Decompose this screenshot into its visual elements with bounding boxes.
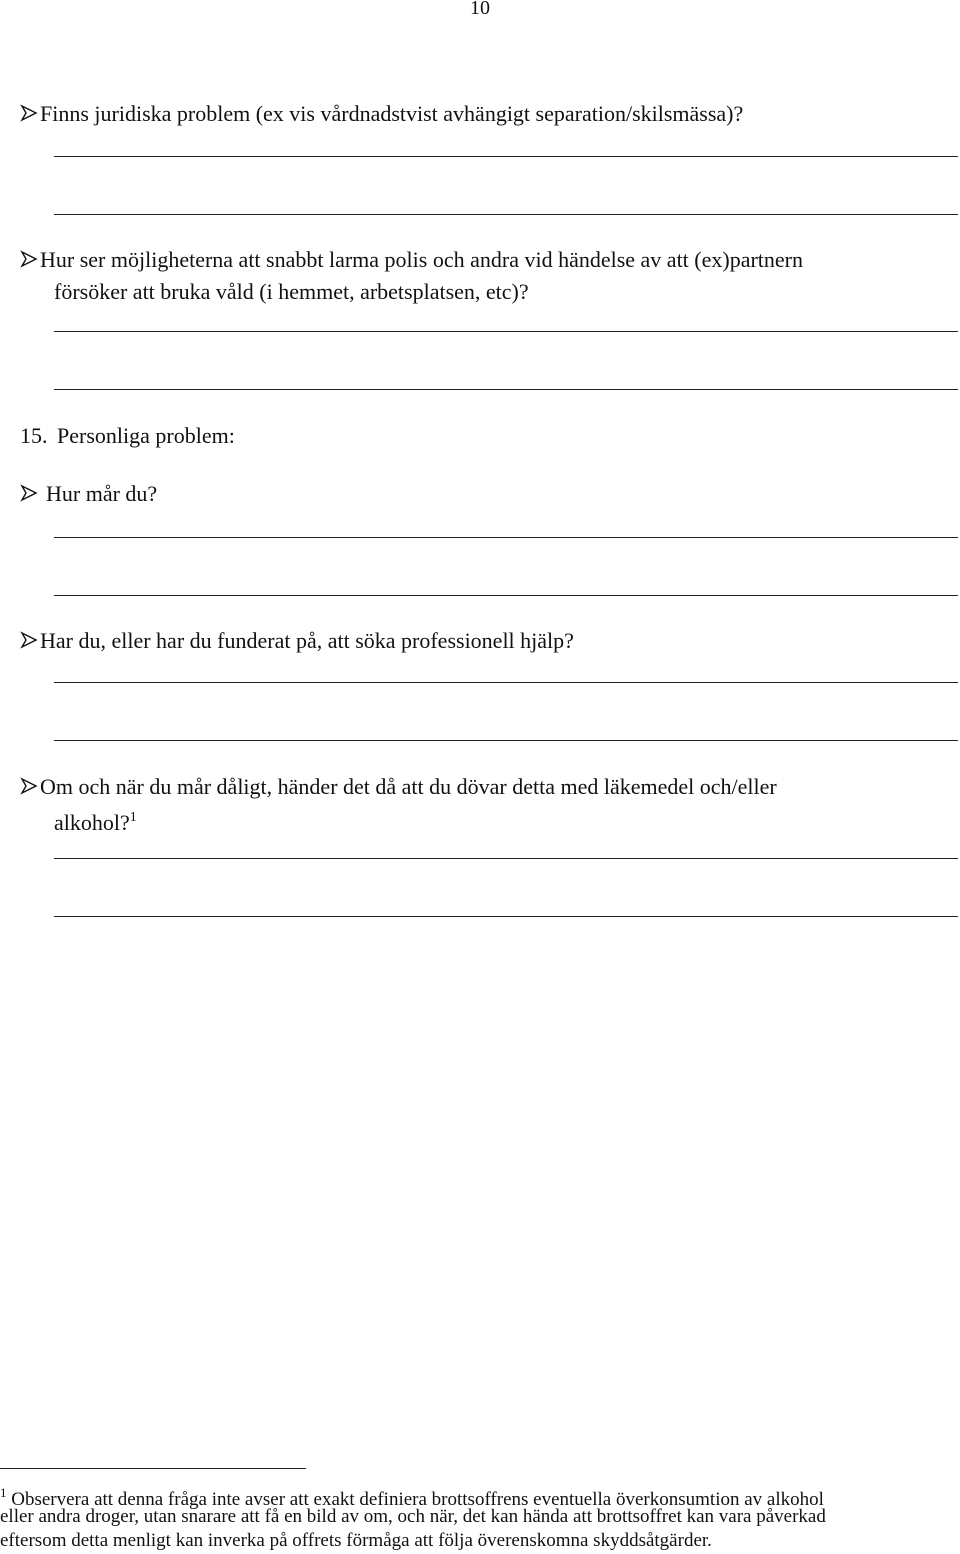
- question-medication-alcohol: [20, 771, 777, 803]
- question-text: Har du, eller har du funderat på, att söka professionell hjälp?: [40, 628, 574, 653]
- answer-line[interactable]: [54, 214, 958, 215]
- answer-line[interactable]: [54, 858, 958, 859]
- question-text-line1: Om och när du mår dåligt, händer det då att du dövar detta med läkemedel och/eller: [40, 774, 777, 799]
- answer-line[interactable]: [54, 537, 958, 538]
- arrow-bullet-icon: [20, 250, 38, 268]
- question-alarm-police: [20, 244, 803, 276]
- answer-line[interactable]: [54, 916, 958, 917]
- section-heading: [20, 420, 235, 452]
- question-text: Finns juridiska problem (ex vis vårdnadstvist avhängigt separation/skilsmässa)?: [40, 101, 744, 126]
- answer-line[interactable]: [54, 740, 958, 741]
- footnote-marker: 1: [0, 1485, 7, 1500]
- question-text-line2: försöker att bruka våld (i hemmet, arbetsplatsen, etc)?: [54, 279, 529, 304]
- question-text-line2-text: alkohol?: [54, 810, 130, 835]
- question-text: Hur mår du?: [46, 481, 158, 506]
- page-number: 10: [470, 0, 490, 19]
- footnote-reference[interactable]: 1: [129, 810, 137, 825]
- answer-line[interactable]: [54, 389, 958, 390]
- question-text-line2: [54, 802, 137, 839]
- answer-line[interactable]: [54, 682, 958, 683]
- footnote-separator: [0, 1468, 306, 1469]
- arrow-bullet-icon: [20, 631, 38, 649]
- arrow-bullet-icon: [20, 104, 38, 122]
- section-number: 15.: [20, 423, 48, 448]
- footnote-text-line3: eftersom detta menligt kan inverka på offrets förmåga att följa överenskomna skyddsåtgärder.: [0, 1530, 712, 1551]
- section-title: Personliga problem:: [57, 423, 235, 448]
- answer-line[interactable]: [54, 331, 958, 332]
- footnote-text-line2: eller andra droger, utan snarare att få en bild av om, och när, det kan hända att brottsoffret kan vara påverkad: [0, 1506, 826, 1527]
- footnote-text-line1: Observera att denna fråga inte avser att exakt definiera brottsoffrens eventuella överkonsumtion av alkohol: [11, 1489, 824, 1510]
- arrow-bullet-icon: [20, 484, 38, 502]
- question-how-are-you: [20, 478, 157, 510]
- answer-line[interactable]: [54, 595, 958, 596]
- question-professional-help: [20, 625, 574, 657]
- question-text-line1: Hur ser möjligheterna att snabbt larma polis och andra vid händelse av att (ex)partnern: [40, 247, 804, 272]
- answer-line[interactable]: [54, 156, 958, 157]
- question-legal-problems: [20, 98, 743, 130]
- arrow-bullet-icon: [20, 777, 38, 795]
